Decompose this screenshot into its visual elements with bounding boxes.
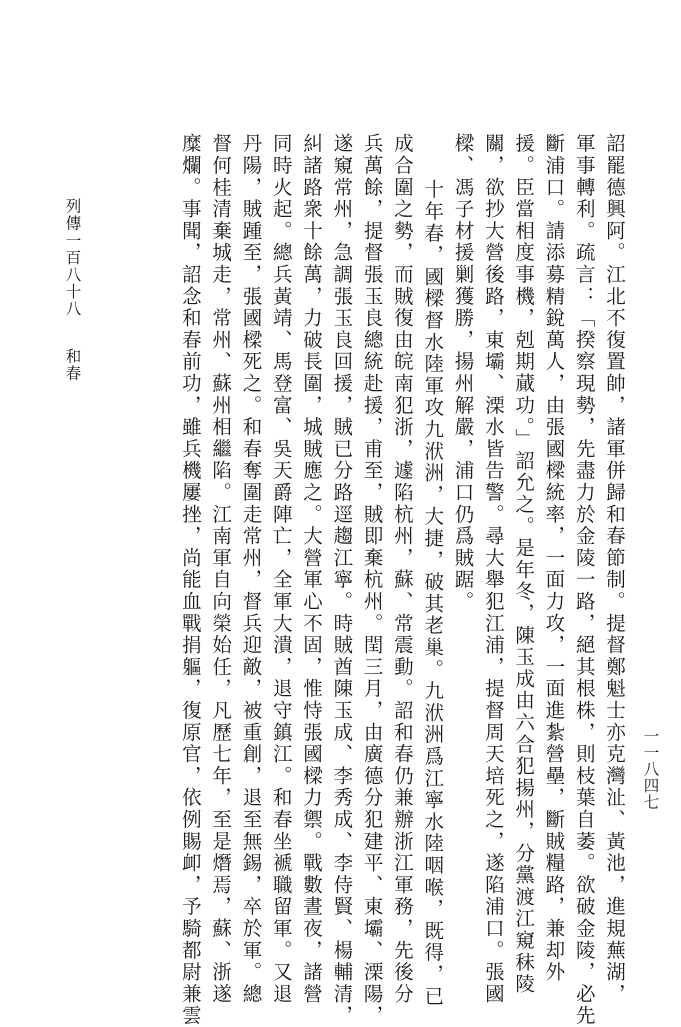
text-column: 援。臣當相度事機，剋期蕆功。」詔允之。是年冬，陳玉成由六合犯揚州，分黨渡江窺秣陵 xyxy=(512,133,536,996)
text-column: 同時火起。總兵黃靖、馬登富、吳天爵陣亡，全軍大潰，退守鎮江。和春坐褫職留軍。又退 xyxy=(269,133,293,1005)
text-column: 十年春，國樑督水陸軍攻九洑洲，大捷，破其老巢。九洑洲爲江寧水陸咽喉，既得，已 xyxy=(421,179,445,1008)
running-header xyxy=(64,198,80,382)
text-column: 遂窺常州，急調張玉良回援，賊已分路逕趨江寧。時賊酋陳玉成、李秀成、李侍賢、楊輔清， xyxy=(330,133,354,1027)
text-column: 詔罷德興阿。江北不復置帥，諸軍併歸和春節制。提督鄭魁士亦克灣沚、黃池，進規蕪湖， xyxy=(603,133,626,1005)
text-column: 丹陽，賊踵至，張國樑死之。和春奪圍走常州，督兵迎敵，被重創，退至無錫，卒於軍。總 xyxy=(239,133,263,1005)
header-section-label: 列傳一百八十八 xyxy=(63,198,82,318)
body-text xyxy=(175,133,629,1027)
text-column: 糾諸路衆十餘萬，力破長圍，城賊應之。大營軍心不固，惟恃張國樑力禦。戰數晝夜，諸營 xyxy=(300,133,324,1005)
text-column: 關，欲抄大營後路，東壩、溧水皆告警。尋大舉犯江浦，提督周天培死之，遂陷浦口。張國 xyxy=(481,133,505,1005)
text-column: 糜爛。事聞，詔念和春前功，雖兵機屢挫，尚能血戰捐軀，復原官，依例賜卹，予騎都尉兼雲 xyxy=(178,133,202,1027)
text-column: 督何桂清棄城走，常州、蘇州相繼陷。江南軍自向榮始任，凡歷七年，至是熸焉，蘇、浙遂 xyxy=(209,133,233,1005)
text-column: 軍事轉利。疏言：「揆察現勢，先盡力於金陵一路，絕其根株，則枝葉自萎。欲破金陵，必先 xyxy=(572,133,596,1027)
text-column: 樑、馮子材援剿獲勝，揚州解嚴，浦口仍爲賊踞。 xyxy=(451,133,475,613)
page-number: 一一八四七 xyxy=(641,728,660,811)
text-column: 斷浦口。請添募精銳萬人，由張國樑統率，一面力攻，一面進紮營壘，斷賊糧路，兼却外 xyxy=(542,133,566,984)
text-column: 兵萬餘，提督張玉良總統赴援，甫至，賊即棄杭州。閏三月，由廣德分犯建平、東壩、溧陽， xyxy=(360,133,384,1027)
text-column: 成合圍之勢，而賊復由皖南犯浙，遽陷杭州，蘇、常震動。詔和春仍兼辦浙江軍務，先後分 xyxy=(390,133,414,1005)
header-subject: 和春 xyxy=(63,347,82,382)
